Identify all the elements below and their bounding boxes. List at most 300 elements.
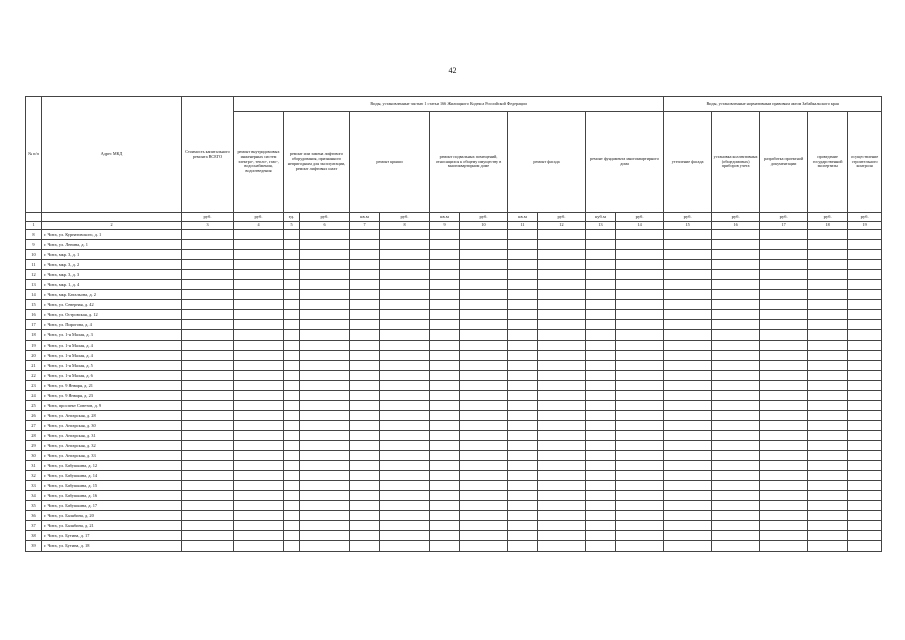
row-value — [808, 370, 848, 380]
row-address: г. Чита, ул. Пирогова, д. 4 — [42, 320, 182, 330]
row-value — [380, 320, 430, 330]
row-value — [848, 400, 882, 410]
column-index-cell: 10 — [460, 222, 508, 230]
row-value — [808, 481, 848, 491]
row-value — [808, 410, 848, 420]
row-value — [664, 400, 712, 410]
repair-table — [25, 96, 882, 552]
row-value — [616, 420, 664, 430]
unit-cell — [42, 213, 182, 222]
row-value — [808, 491, 848, 501]
row-value — [234, 451, 284, 461]
row-value — [350, 270, 380, 280]
column-index-cell: 5 — [284, 222, 300, 230]
row-value — [300, 360, 350, 370]
row-value — [300, 430, 350, 440]
row-value — [284, 240, 300, 250]
row-address: г. Чита, ул. Бабушкина, д. 17 — [42, 501, 182, 511]
row-value — [300, 300, 350, 310]
row-value — [712, 370, 760, 380]
row-value — [538, 310, 586, 320]
row-value — [430, 290, 460, 300]
unit-cell: руб. — [300, 213, 350, 222]
row-value — [460, 230, 508, 240]
row-value — [300, 541, 350, 551]
row-value — [712, 481, 760, 491]
row-value — [508, 240, 538, 250]
row-value — [586, 340, 616, 350]
row-value — [586, 290, 616, 300]
row-number: 14 — [26, 290, 42, 300]
row-value — [234, 491, 284, 501]
row-value — [380, 280, 430, 290]
row-value — [350, 290, 380, 300]
row-number: 8 — [26, 230, 42, 240]
unit-cell: руб. — [808, 213, 848, 222]
row-value — [380, 410, 430, 420]
row-value — [808, 270, 848, 280]
row-value — [616, 440, 664, 450]
row-value — [664, 360, 712, 370]
row-value — [460, 270, 508, 280]
row-value — [300, 440, 350, 450]
row-value — [586, 481, 616, 491]
column-index-cell: 9 — [430, 222, 460, 230]
row-value — [664, 471, 712, 481]
row-value — [760, 320, 808, 330]
row-value — [460, 491, 508, 501]
row-value — [664, 430, 712, 440]
row-value — [616, 340, 664, 350]
row-value — [616, 280, 664, 290]
row-value — [848, 420, 882, 430]
table-row — [26, 300, 882, 310]
row-value — [616, 511, 664, 521]
row-value — [664, 380, 712, 390]
row-value — [234, 260, 284, 270]
row-value — [538, 370, 586, 380]
row-value — [350, 521, 380, 531]
row-value — [182, 340, 234, 350]
row-value — [300, 290, 350, 300]
row-value — [350, 461, 380, 471]
row-value — [808, 300, 848, 310]
row-value — [380, 350, 430, 360]
row-value — [430, 440, 460, 450]
row-value — [664, 440, 712, 450]
row-value — [350, 511, 380, 521]
row-value — [350, 350, 380, 360]
row-value — [848, 380, 882, 390]
row-value — [430, 501, 460, 511]
row-value — [538, 360, 586, 370]
row-value — [430, 250, 460, 260]
row-value — [808, 310, 848, 320]
row-value — [664, 260, 712, 270]
row-value — [712, 380, 760, 390]
row-value — [760, 430, 808, 440]
row-number: 20 — [26, 350, 42, 360]
row-value — [182, 531, 234, 541]
row-value — [380, 380, 430, 390]
row-value — [616, 320, 664, 330]
row-value — [808, 280, 848, 290]
row-value — [284, 270, 300, 280]
row-value — [712, 501, 760, 511]
row-value — [616, 430, 664, 440]
row-value — [664, 531, 712, 541]
column-index-cell: 6 — [300, 222, 350, 230]
row-value — [538, 250, 586, 260]
row-address: г. Чита, ул. Ленина, д. 1 — [42, 240, 182, 250]
row-address: г. Чита, ул. Бабушкина, д. 16 — [42, 491, 182, 501]
row-value — [460, 481, 508, 491]
row-value — [848, 511, 882, 521]
row-value — [300, 310, 350, 320]
row-value — [380, 340, 430, 350]
row-value — [664, 290, 712, 300]
row-value — [508, 250, 538, 260]
row-value — [182, 240, 234, 250]
row-value — [508, 330, 538, 340]
row-value — [848, 250, 882, 260]
row-value — [350, 240, 380, 250]
row-value — [350, 310, 380, 320]
column-index-cell: 16 — [712, 222, 760, 230]
row-number: 22 — [26, 370, 42, 380]
row-value — [508, 270, 538, 280]
row-value — [350, 400, 380, 410]
row-value — [664, 491, 712, 501]
table-row — [26, 280, 882, 290]
row-value — [616, 531, 664, 541]
row-value — [182, 230, 234, 240]
row-value — [234, 511, 284, 521]
row-value — [300, 230, 350, 240]
row-value — [508, 350, 538, 360]
row-address: г. Чита, ул. Балябина, д. 21 — [42, 521, 182, 531]
row-value — [234, 370, 284, 380]
row-value — [848, 410, 882, 420]
row-value — [760, 531, 808, 541]
column-index-cell: 2 — [42, 222, 182, 230]
row-value — [616, 461, 664, 471]
row-value — [182, 501, 234, 511]
unit-cell: руб. — [380, 213, 430, 222]
row-value — [848, 330, 882, 340]
row-value — [460, 501, 508, 511]
row-value — [538, 400, 586, 410]
row-address: г. Чита, ул. 1-я Малая, д. 5 — [42, 360, 182, 370]
row-value — [460, 400, 508, 410]
row-value — [350, 531, 380, 541]
row-value — [538, 390, 586, 400]
row-value — [712, 260, 760, 270]
row-value — [284, 521, 300, 531]
row-value — [808, 531, 848, 541]
row-value — [300, 400, 350, 410]
row-value — [808, 340, 848, 350]
row-value — [616, 270, 664, 280]
row-value — [712, 280, 760, 290]
table-row — [26, 380, 882, 390]
row-value — [234, 400, 284, 410]
unit-cell: ед. — [284, 213, 300, 222]
row-value — [460, 430, 508, 440]
row-value — [848, 451, 882, 461]
unit-cell: руб. — [760, 213, 808, 222]
row-value — [586, 451, 616, 461]
row-value — [350, 340, 380, 350]
row-number: 25 — [26, 400, 42, 410]
row-value — [664, 250, 712, 260]
row-value — [234, 300, 284, 310]
row-value — [664, 340, 712, 350]
row-value — [430, 330, 460, 340]
row-value — [284, 260, 300, 270]
row-value — [350, 320, 380, 330]
row-value — [760, 310, 808, 320]
row-value — [508, 541, 538, 551]
row-value — [664, 541, 712, 551]
row-value — [234, 310, 284, 320]
row-value — [848, 521, 882, 531]
row-value — [430, 350, 460, 360]
row-value — [234, 250, 284, 260]
row-value — [350, 501, 380, 511]
row-value — [182, 420, 234, 430]
table-row — [26, 521, 882, 531]
row-value — [586, 330, 616, 340]
row-value — [508, 320, 538, 330]
row-address: г. Чита, проспект Советов, д. 9 — [42, 400, 182, 410]
row-value — [848, 471, 882, 481]
row-value — [508, 521, 538, 531]
row-value — [586, 230, 616, 240]
row-value — [234, 390, 284, 400]
row-value — [760, 521, 808, 531]
row-value — [300, 410, 350, 420]
row-value — [300, 260, 350, 270]
table-row — [26, 320, 882, 330]
row-value — [538, 320, 586, 330]
row-value — [712, 451, 760, 461]
row-value — [284, 290, 300, 300]
row-value — [182, 410, 234, 420]
row-value — [586, 350, 616, 360]
row-value — [848, 491, 882, 501]
row-value — [538, 260, 586, 270]
row-value — [538, 290, 586, 300]
row-address: г. Чита, ул. Бабушкина, д. 12 — [42, 461, 182, 471]
row-value — [300, 501, 350, 511]
table-row — [26, 420, 882, 430]
row-value — [538, 420, 586, 430]
row-address: г. Чита, ул. 1-я Малая, д. 4 — [42, 340, 182, 350]
row-value — [350, 380, 380, 390]
row-value — [182, 250, 234, 260]
row-value — [182, 360, 234, 370]
row-value — [350, 250, 380, 260]
row-address: г. Чита, ул. 9 Января, д. 21 — [42, 380, 182, 390]
row-value — [182, 511, 234, 521]
row-address: г. Чита, мкр. 1, д. 4 — [42, 280, 182, 290]
row-value — [616, 410, 664, 420]
row-value — [300, 370, 350, 380]
row-value — [508, 491, 538, 501]
row-value — [586, 320, 616, 330]
row-value — [284, 410, 300, 420]
row-value — [712, 350, 760, 360]
unit-cell: кв.м — [350, 213, 380, 222]
row-value — [712, 430, 760, 440]
row-value — [848, 290, 882, 300]
row-address: г. Чита, ул. 9 Января, д. 23 — [42, 390, 182, 400]
row-address: г. Чита, ул. Бутина, д. 17 — [42, 531, 182, 541]
row-value — [808, 541, 848, 551]
row-number: 11 — [26, 260, 42, 270]
column-index-cell: 4 — [234, 222, 284, 230]
row-value — [460, 410, 508, 420]
row-value — [538, 430, 586, 440]
table-row — [26, 360, 882, 370]
column-index-cell: 8 — [380, 222, 430, 230]
row-value — [508, 230, 538, 240]
row-value — [586, 310, 616, 320]
row-value — [430, 390, 460, 400]
row-value — [284, 541, 300, 551]
row-value — [616, 390, 664, 400]
row-value — [808, 471, 848, 481]
unit-cell: кв.м — [430, 213, 460, 222]
row-value — [182, 300, 234, 310]
header-utility: ремонт внутридомовых инженерных систем электро-, тепло-, газо-, водоснабжения, водоотведения — [234, 112, 284, 213]
row-value — [586, 380, 616, 390]
row-value — [616, 250, 664, 260]
row-address: г. Чита, ул. Бутина, д. 18 — [42, 541, 182, 551]
row-value — [664, 280, 712, 290]
row-value — [760, 360, 808, 370]
row-number: 24 — [26, 390, 42, 400]
row-value — [760, 270, 808, 280]
row-value — [712, 461, 760, 471]
row-value — [460, 541, 508, 551]
row-value — [760, 420, 808, 430]
row-value — [508, 471, 538, 481]
row-address: г. Чита, ул. Ангарская, д. 30 — [42, 420, 182, 430]
row-address: г. Чита, ул. Ангарская, д. 28 — [42, 410, 182, 420]
header-facade: ремонт фасада — [508, 112, 586, 213]
row-value — [380, 531, 430, 541]
row-value — [460, 340, 508, 350]
row-number: 30 — [26, 451, 42, 461]
row-value — [664, 310, 712, 320]
row-value — [460, 370, 508, 380]
row-value — [234, 380, 284, 390]
row-value — [664, 501, 712, 511]
column-index-cell: 14 — [616, 222, 664, 230]
row-value — [380, 400, 430, 410]
table-row — [26, 270, 882, 280]
row-value — [430, 260, 460, 270]
table-row — [26, 410, 882, 420]
row-value — [616, 230, 664, 240]
row-value — [508, 501, 538, 511]
row-value — [760, 260, 808, 270]
row-value — [380, 521, 430, 531]
row-value — [616, 370, 664, 380]
row-value — [234, 521, 284, 531]
row-value — [508, 420, 538, 430]
row-number: 26 — [26, 410, 42, 420]
column-index-cell: 1 — [26, 222, 42, 230]
unit-cell: руб. — [848, 213, 882, 222]
header-basement: ремонт подвальных помещений, относящихся к общему имуществу в многоквартирном доме — [430, 112, 508, 213]
row-value — [586, 541, 616, 551]
row-value — [460, 461, 508, 471]
row-value — [430, 491, 460, 501]
row-address: г. Чита, ул. Ангарская, д. 32 — [42, 440, 182, 450]
row-value — [712, 531, 760, 541]
row-value — [182, 310, 234, 320]
row-value — [508, 461, 538, 471]
table-row — [26, 260, 882, 270]
row-value — [538, 491, 586, 501]
row-value — [538, 461, 586, 471]
row-number: 37 — [26, 521, 42, 531]
row-value — [234, 501, 284, 511]
row-value — [460, 451, 508, 461]
row-value — [300, 350, 350, 360]
row-value — [664, 390, 712, 400]
row-value — [460, 390, 508, 400]
row-value — [460, 310, 508, 320]
row-value — [508, 430, 538, 440]
row-value — [712, 230, 760, 240]
row-value — [664, 511, 712, 521]
row-value — [460, 471, 508, 481]
row-value — [586, 440, 616, 450]
row-value — [760, 250, 808, 260]
row-value — [616, 360, 664, 370]
row-value — [616, 541, 664, 551]
row-value — [182, 400, 234, 410]
row-address: г. Чита, ул. 1-я Малая, д. 4 — [42, 350, 182, 360]
row-value — [350, 481, 380, 491]
row-value — [380, 420, 430, 430]
row-value — [460, 240, 508, 250]
row-value — [508, 280, 538, 290]
row-value — [350, 370, 380, 380]
row-value — [848, 260, 882, 270]
row-value — [664, 350, 712, 360]
row-value — [586, 400, 616, 410]
row-value — [234, 330, 284, 340]
row-value — [848, 461, 882, 471]
row-value — [460, 250, 508, 260]
row-number: 17 — [26, 320, 42, 330]
row-value — [234, 531, 284, 541]
row-value — [808, 260, 848, 270]
table-row — [26, 471, 882, 481]
row-address: г. Чита, ул. 1-я Малая, д. 6 — [42, 370, 182, 380]
row-value — [380, 360, 430, 370]
row-value — [712, 300, 760, 310]
row-value — [380, 270, 430, 280]
row-value — [508, 511, 538, 521]
row-value — [380, 541, 430, 551]
row-value — [538, 521, 586, 531]
